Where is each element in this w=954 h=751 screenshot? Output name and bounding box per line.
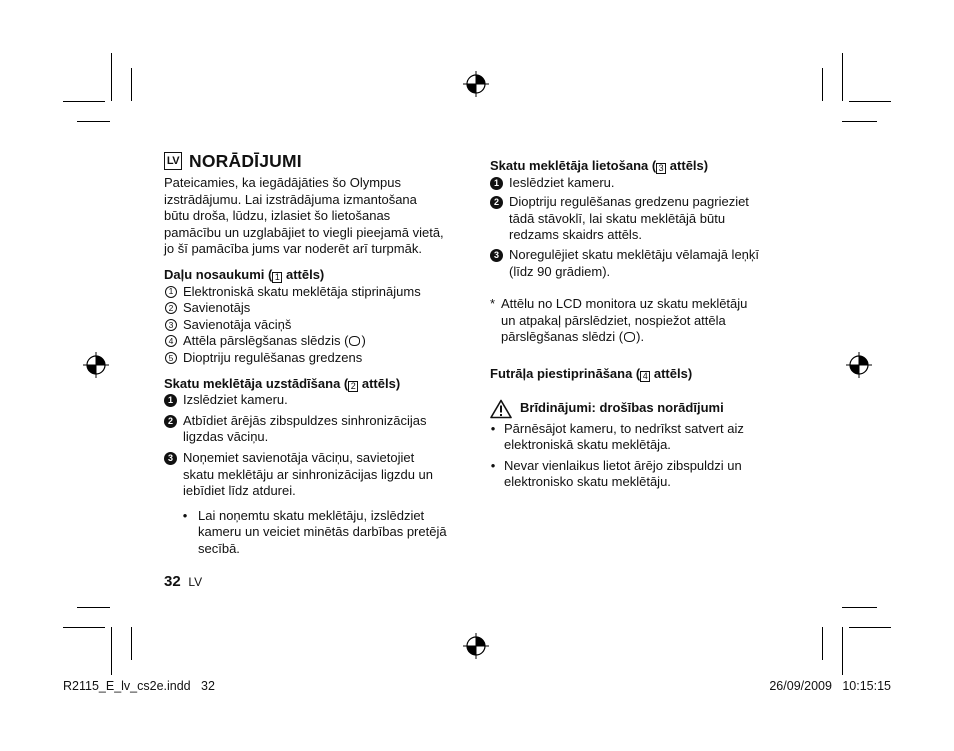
intro-line: Pateicamies, ka iegādājāties šo Olympus	[164, 175, 402, 190]
step-item: 2 Atbīdiet ārējās zibspuldzes sinhronizācijas ligzdas vāciņu.	[164, 413, 469, 446]
step-number: 3	[164, 452, 177, 465]
bullet-item: • Lai noņemtu skatu meklētāju, izslēdziet kameru un veiciet minētās darbības pretējā secībā.	[182, 507, 447, 556]
step-item: 2 Dioptriju regulēšanas gredzenu pagrieziet tādā stāvoklī, lai skatu meklētājā būtu redzams skaidrs attēls.	[490, 194, 790, 244]
crop-mark	[842, 627, 843, 675]
list-item: 5 Dioptriju regulēšanas gredzens	[164, 350, 469, 367]
intro-line: būtu droša, lūdzu, izlasiet šo lietošanas	[164, 208, 391, 224]
step-number: 1	[164, 394, 177, 407]
figure-number: 1	[272, 272, 282, 283]
note-item: * Attēlu no LCD monitora uz skatu meklētāju un atpakaļ pārslēdziet, nospiežot attēla pārslēgšanas slēdzi ( ).	[490, 296, 748, 345]
mount-heading: Skatu meklētāja uzstādīšana ( 2 attēls)	[164, 375, 401, 391]
item-number: 2	[165, 302, 177, 314]
list-item: 4 Attēla pārslēgšanas slēdzis ( )	[164, 333, 469, 350]
right-column	[490, 158, 790, 491]
registration-mark-icon	[463, 633, 489, 659]
warning-triangle-icon	[490, 399, 512, 419]
crop-mark	[63, 101, 105, 102]
registration-mark-icon	[846, 352, 872, 378]
crop-mark	[849, 627, 891, 628]
use-heading: Skatu meklētāja lietošana ( 3 attēls)	[490, 158, 709, 173]
step-item: 3 Noņemiet savienotāja vāciņu, savietojiet skatu meklētāju ar sinhronizācijas ligzdu un iebīdiet līdz atdurei.	[164, 450, 469, 500]
item-number: 3	[165, 319, 177, 331]
step-item: 3 Noregulējiet skatu meklētāju vēlamajā leņķī (līdz 90 grādiem).	[490, 247, 790, 280]
crop-mark	[111, 53, 112, 101]
language-badge: LV	[164, 152, 182, 170]
item-number: 4	[165, 335, 177, 347]
bullet-item: • Pārnēsājot kameru, to nedrīkst satvert aiz elektroniskā skatu meklētāja.	[490, 420, 744, 453]
intro-line: izstrādājumu. Lai izstrādājuma izmantošana	[164, 191, 417, 207]
bullet-item: • Nevar vienlaikus lietot ārējo zibspuldzi un elektronisko skatu meklētāju.	[490, 457, 742, 490]
step-number: 3	[490, 249, 503, 262]
page-title: NORĀDĪJUMI	[189, 150, 302, 171]
switch-icon	[624, 332, 635, 342]
crop-mark	[111, 627, 112, 675]
step-number: 2	[164, 415, 177, 428]
crop-mark	[849, 101, 891, 102]
crop-mark	[131, 68, 132, 101]
crop-mark	[63, 627, 105, 628]
item-number: 1	[165, 286, 177, 298]
intro-line: jo šī pamācība jums var noderēt arī turpmāk.	[164, 241, 422, 257]
figure-number: 2	[348, 381, 358, 392]
crop-mark	[842, 607, 877, 608]
registration-mark-icon	[463, 71, 489, 97]
list-item: 3 Savienotāja vāciņš	[164, 317, 469, 334]
step-number: 1	[490, 177, 503, 190]
left-column	[164, 150, 469, 557]
crop-mark	[842, 53, 843, 101]
crop-mark	[131, 627, 132, 660]
crop-mark	[842, 121, 877, 122]
strap-heading: Futrāļa piestiprināšana ( 4 attēls)	[490, 365, 693, 381]
registration-mark-icon	[83, 352, 109, 378]
crop-mark	[822, 627, 823, 660]
page-number: 32 LV	[164, 573, 203, 590]
figure-number: 3	[656, 163, 666, 174]
footer-file: R2115_E_lv_cs2e.indd 32	[63, 679, 215, 693]
figure-number: 4	[640, 371, 650, 382]
intro-paragraph	[164, 175, 469, 258]
step-item: 1 Ieslēdziet kameru.	[490, 175, 790, 192]
crop-mark	[77, 607, 110, 608]
switch-icon	[349, 336, 360, 346]
list-item: 2 Savienotājs	[164, 300, 469, 317]
intro-line: pamācību un uzglabājiet to viegli pieejamā vietā,	[164, 224, 444, 240]
footer-date: 26/09/2009 10:15:15	[769, 679, 891, 693]
crop-mark	[77, 121, 110, 122]
warning-heading: Brīdinājumi: drošības norādījumi	[490, 399, 790, 419]
item-number: 5	[165, 352, 177, 364]
section-title-row	[164, 150, 469, 172]
parts-heading: Daļu nosaukumi ( 1 attēls)	[164, 266, 325, 282]
step-item: 1 Izslēdziet kameru.	[164, 392, 469, 409]
step-number: 2	[490, 196, 503, 209]
crop-mark	[822, 68, 823, 101]
list-item: 1 Elektroniskā skatu meklētāja stiprinājums	[164, 284, 469, 301]
